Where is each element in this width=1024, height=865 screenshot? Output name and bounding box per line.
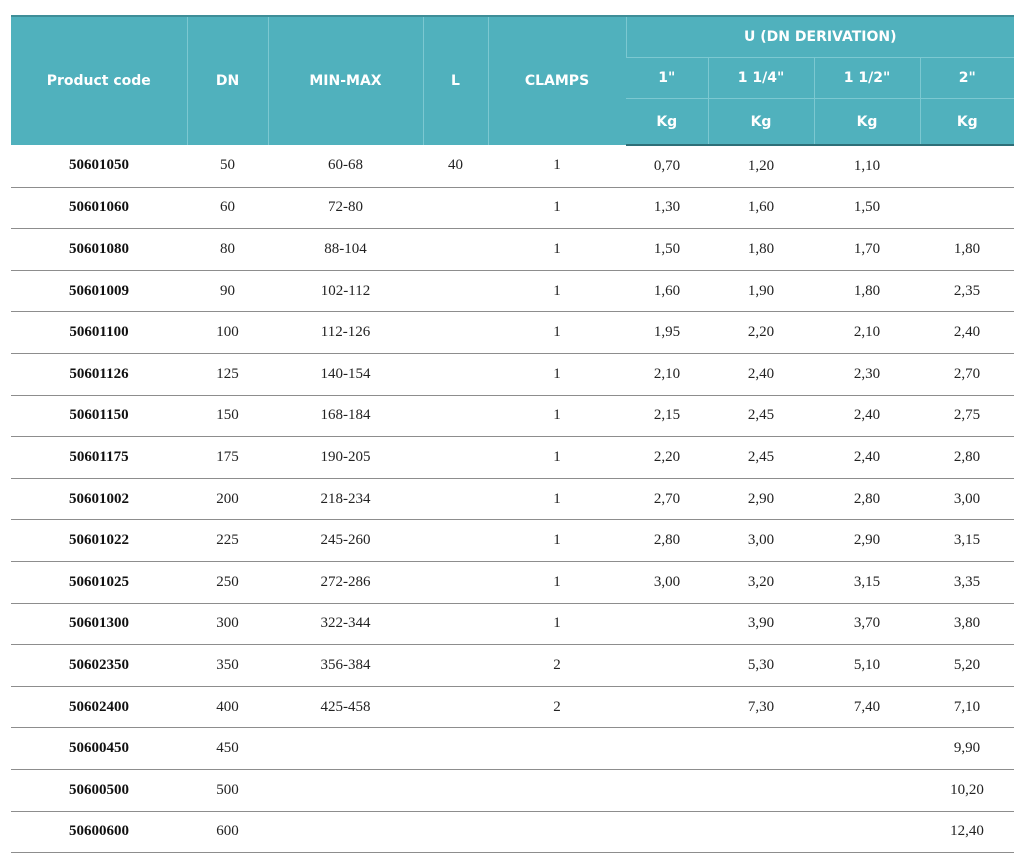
dn-cell: 250	[187, 561, 268, 603]
dn-cell: 500	[187, 769, 268, 811]
weight-2-cell: 2,35	[920, 270, 1014, 312]
clamps-cell: 1	[488, 229, 626, 271]
min-max-cell: 218-234	[268, 478, 423, 520]
weight-2-cell: 1,80	[920, 229, 1014, 271]
product-code-cell: 50601025	[11, 561, 187, 603]
product-code-cell: 50602400	[11, 686, 187, 728]
weight-1-1-4-cell: 2,45	[708, 395, 814, 437]
clamps-cell: 1	[488, 353, 626, 395]
product-code-cell: 50601100	[11, 312, 187, 354]
l-cell	[423, 520, 488, 562]
product-code-cell: 50601300	[11, 603, 187, 645]
l-cell	[423, 187, 488, 229]
weight-1-1-2-cell: 2,40	[814, 437, 920, 479]
weight-2-cell: 5,20	[920, 645, 1014, 687]
weight-2-cell: 3,80	[920, 603, 1014, 645]
weight-1-cell	[626, 645, 708, 687]
table-row	[11, 603, 1014, 645]
header-unit-kg: Kg	[626, 99, 708, 146]
clamps-cell: 1	[488, 520, 626, 562]
weight-1-cell	[626, 686, 708, 728]
table-header	[11, 16, 1014, 145]
table-row	[11, 478, 1014, 520]
min-max-cell: 190-205	[268, 437, 423, 479]
clamps-cell	[488, 769, 626, 811]
weight-2-cell: 2,70	[920, 353, 1014, 395]
product-code-cell: 50601080	[11, 229, 187, 271]
weight-1-1-2-cell	[814, 728, 920, 770]
table-row	[11, 270, 1014, 312]
weight-1-1-4-cell: 2,20	[708, 312, 814, 354]
weight-1-1-2-cell: 1,10	[814, 145, 920, 187]
dn-cell: 150	[187, 395, 268, 437]
weight-1-1-2-cell: 3,15	[814, 561, 920, 603]
clamps-cell: 1	[488, 187, 626, 229]
weight-1-1-4-cell: 7,30	[708, 686, 814, 728]
weight-2-cell: 7,10	[920, 686, 1014, 728]
clamps-cell: 1	[488, 478, 626, 520]
weight-1-cell: 2,70	[626, 478, 708, 520]
weight-1-cell: 1,60	[626, 270, 708, 312]
weight-1-1-2-cell	[814, 769, 920, 811]
weight-2-cell: 12,40	[920, 811, 1014, 853]
clamps-cell: 2	[488, 686, 626, 728]
clamps-cell: 1	[488, 312, 626, 354]
clamps-cell: 1	[488, 603, 626, 645]
table-row	[11, 229, 1014, 271]
table-row	[11, 769, 1014, 811]
l-cell	[423, 811, 488, 853]
min-max-cell: 102-112	[268, 270, 423, 312]
header-min-max: MIN-MAX	[268, 16, 423, 145]
product-table	[11, 15, 1014, 853]
product-code-cell: 50601126	[11, 353, 187, 395]
header-size-1-1-2: 1 1/2"	[814, 58, 920, 99]
table-row	[11, 312, 1014, 354]
dn-cell: 450	[187, 728, 268, 770]
weight-1-1-4-cell	[708, 811, 814, 853]
weight-1-1-2-cell: 1,80	[814, 270, 920, 312]
weight-1-cell: 3,00	[626, 561, 708, 603]
weight-2-cell: 10,20	[920, 769, 1014, 811]
l-cell	[423, 312, 488, 354]
clamps-cell: 2	[488, 645, 626, 687]
l-cell	[423, 395, 488, 437]
l-cell	[423, 229, 488, 271]
weight-1-cell: 1,50	[626, 229, 708, 271]
weight-2-cell: 9,90	[920, 728, 1014, 770]
weight-1-1-4-cell: 1,80	[708, 229, 814, 271]
header-l: L	[423, 16, 488, 145]
min-max-cell: 112-126	[268, 312, 423, 354]
dn-cell: 125	[187, 353, 268, 395]
l-cell	[423, 603, 488, 645]
weight-1-cell: 2,15	[626, 395, 708, 437]
clamps-cell	[488, 811, 626, 853]
dn-cell: 175	[187, 437, 268, 479]
product-code-cell: 50601002	[11, 478, 187, 520]
table-row	[11, 437, 1014, 479]
header-size-1-1-4: 1 1/4"	[708, 58, 814, 99]
table-row	[11, 145, 1014, 187]
l-cell	[423, 645, 488, 687]
weight-1-1-4-cell: 3,00	[708, 520, 814, 562]
table-row	[11, 686, 1014, 728]
dn-cell: 200	[187, 478, 268, 520]
product-code-cell: 50600450	[11, 728, 187, 770]
weight-1-1-4-cell	[708, 769, 814, 811]
dn-cell: 350	[187, 645, 268, 687]
table-row	[11, 395, 1014, 437]
weight-1-1-4-cell: 1,90	[708, 270, 814, 312]
weight-1-cell	[626, 811, 708, 853]
weight-1-1-2-cell: 2,80	[814, 478, 920, 520]
weight-1-1-2-cell: 1,50	[814, 187, 920, 229]
table-row	[11, 728, 1014, 770]
l-cell	[423, 686, 488, 728]
weight-1-1-2-cell: 1,70	[814, 229, 920, 271]
min-max-cell: 272-286	[268, 561, 423, 603]
min-max-cell: 60-68	[268, 145, 423, 187]
clamps-cell: 1	[488, 395, 626, 437]
min-max-cell	[268, 811, 423, 853]
weight-1-1-4-cell: 5,30	[708, 645, 814, 687]
l-cell	[423, 353, 488, 395]
clamps-cell: 1	[488, 561, 626, 603]
weight-1-1-4-cell: 1,20	[708, 145, 814, 187]
table-body	[11, 145, 1014, 853]
clamps-cell: 1	[488, 145, 626, 187]
dn-cell: 80	[187, 229, 268, 271]
clamps-cell	[488, 728, 626, 770]
weight-1-1-2-cell: 7,40	[814, 686, 920, 728]
min-max-cell: 140-154	[268, 353, 423, 395]
weight-1-1-4-cell: 2,45	[708, 437, 814, 479]
product-code-cell: 50602350	[11, 645, 187, 687]
product-table-container	[11, 15, 1014, 853]
table-row	[11, 811, 1014, 853]
product-code-cell: 50600500	[11, 769, 187, 811]
weight-1-1-4-cell: 2,40	[708, 353, 814, 395]
dn-cell: 300	[187, 603, 268, 645]
product-code-cell: 50601060	[11, 187, 187, 229]
weight-2-cell: 2,40	[920, 312, 1014, 354]
header-clamps: CLAMPS	[488, 16, 626, 145]
weight-1-1-4-cell	[708, 728, 814, 770]
product-code-cell: 50601175	[11, 437, 187, 479]
weight-1-cell: 1,95	[626, 312, 708, 354]
dn-cell: 60	[187, 187, 268, 229]
l-cell	[423, 769, 488, 811]
weight-1-cell: 1,30	[626, 187, 708, 229]
min-max-cell: 356-384	[268, 645, 423, 687]
header-dn: DN	[187, 16, 268, 145]
dn-cell: 225	[187, 520, 268, 562]
header-u-dn-derivation: U (DN DERIVATION)	[626, 16, 1014, 58]
dn-cell: 50	[187, 145, 268, 187]
l-cell	[423, 270, 488, 312]
weight-1-1-2-cell: 2,10	[814, 312, 920, 354]
dn-cell: 90	[187, 270, 268, 312]
weight-1-1-2-cell: 2,40	[814, 395, 920, 437]
header-size-2: 2"	[920, 58, 1014, 99]
weight-1-1-4-cell: 2,90	[708, 478, 814, 520]
l-cell	[423, 478, 488, 520]
dn-cell: 600	[187, 811, 268, 853]
weight-1-cell	[626, 728, 708, 770]
weight-1-cell	[626, 603, 708, 645]
weight-1-1-4-cell: 1,60	[708, 187, 814, 229]
header-unit-kg: Kg	[920, 99, 1014, 146]
min-max-cell: 168-184	[268, 395, 423, 437]
weight-2-cell: 2,80	[920, 437, 1014, 479]
weight-1-1-2-cell	[814, 811, 920, 853]
header-size-1: 1"	[626, 58, 708, 99]
weight-1-1-2-cell: 2,30	[814, 353, 920, 395]
weight-2-cell	[920, 145, 1014, 187]
weight-1-cell: 2,80	[626, 520, 708, 562]
l-cell: 40	[423, 145, 488, 187]
weight-2-cell: 3,35	[920, 561, 1014, 603]
weight-1-1-4-cell: 3,90	[708, 603, 814, 645]
dn-cell: 100	[187, 312, 268, 354]
weight-1-cell	[626, 769, 708, 811]
dn-cell: 400	[187, 686, 268, 728]
min-max-cell: 245-260	[268, 520, 423, 562]
min-max-cell: 322-344	[268, 603, 423, 645]
table-row	[11, 187, 1014, 229]
weight-2-cell	[920, 187, 1014, 229]
min-max-cell: 72-80	[268, 187, 423, 229]
product-code-cell: 50601009	[11, 270, 187, 312]
min-max-cell: 425-458	[268, 686, 423, 728]
min-max-cell	[268, 769, 423, 811]
weight-1-1-4-cell: 3,20	[708, 561, 814, 603]
weight-1-cell: 2,20	[626, 437, 708, 479]
header-product-code: Product code	[11, 16, 187, 145]
min-max-cell: 88-104	[268, 229, 423, 271]
weight-1-cell: 0,70	[626, 145, 708, 187]
clamps-cell: 1	[488, 270, 626, 312]
clamps-cell: 1	[488, 437, 626, 479]
table-row	[11, 561, 1014, 603]
header-unit-kg: Kg	[708, 99, 814, 146]
table-row	[11, 645, 1014, 687]
weight-1-cell: 2,10	[626, 353, 708, 395]
product-code-cell: 50601150	[11, 395, 187, 437]
min-max-cell	[268, 728, 423, 770]
weight-2-cell: 3,15	[920, 520, 1014, 562]
header-unit-kg: Kg	[814, 99, 920, 146]
product-code-cell: 50600600	[11, 811, 187, 853]
weight-2-cell: 3,00	[920, 478, 1014, 520]
weight-1-1-2-cell: 3,70	[814, 603, 920, 645]
weight-1-1-2-cell: 2,90	[814, 520, 920, 562]
l-cell	[423, 437, 488, 479]
table-row	[11, 353, 1014, 395]
product-code-cell: 50601050	[11, 145, 187, 187]
l-cell	[423, 728, 488, 770]
weight-1-1-2-cell: 5,10	[814, 645, 920, 687]
product-code-cell: 50601022	[11, 520, 187, 562]
l-cell	[423, 561, 488, 603]
weight-2-cell: 2,75	[920, 395, 1014, 437]
table-row	[11, 520, 1014, 562]
